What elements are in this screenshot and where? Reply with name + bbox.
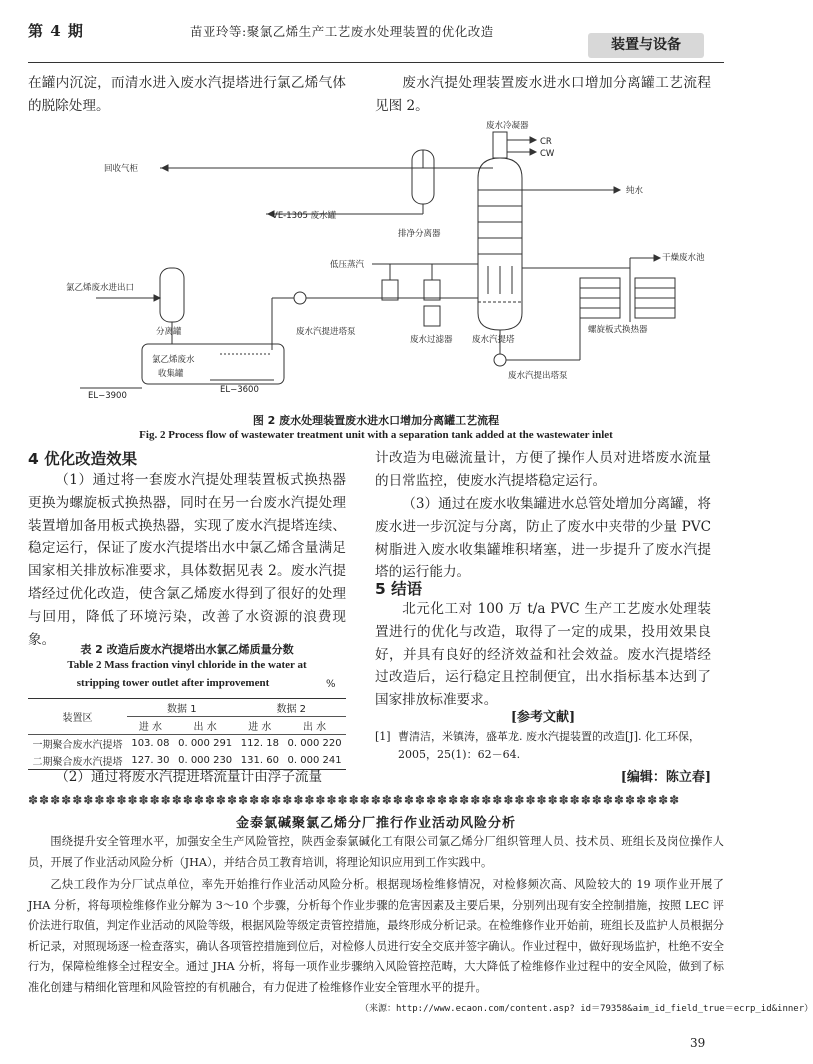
- header-rule: [28, 62, 724, 63]
- table-group-1: 数据 1: [127, 699, 236, 717]
- label-el3600: EL−3600: [220, 385, 259, 395]
- figure-caption-en: Fig. 2 Process flow of wastewater treatment unit with a separation tank added at the wastewater inlet: [139, 429, 613, 441]
- out-pump-symbol: [494, 354, 506, 366]
- table-group-2: 数据 2: [237, 699, 346, 717]
- table-caption-en-2: stripping tower outlet after improvement: [76, 677, 270, 689]
- table-cell: 131. 60: [240, 755, 279, 766]
- table-cell: 127. 30: [131, 755, 170, 766]
- table-col-inlet: 进 水: [248, 722, 272, 733]
- label-feed-pump: 废水汽提进塔泵: [296, 327, 356, 337]
- table-col-inlet: 进 水: [138, 722, 162, 733]
- reference-1-number: [1]: [375, 730, 391, 743]
- table-row: [28, 735, 346, 753]
- editor-note: [编辑：陈立春]: [620, 770, 711, 785]
- section-4-paragraph-2: （2）通过将废水汽提进塔流量计由浮子流量: [55, 769, 323, 785]
- cooler-unit: [493, 132, 536, 158]
- table-cell: 二期聚合废水汽提塔: [32, 757, 123, 768]
- running-title: 苗亚玲等:聚氯乙烯生产工艺废水处理装置的优化改造: [190, 24, 494, 39]
- label-spiral-hx: 螺旋板式换热器: [588, 325, 648, 335]
- label-separation-tank: 分离罐: [156, 327, 182, 337]
- label-exhaust-separator: 排净分离器: [398, 229, 441, 239]
- section-4-paragraph-3: （3）通过在废水收集罐进水总管处增加分离罐，将废水进一步沉淀与分离，防止了废水中夹带的少量 PVC 树脂进入废水收集罐堆积堵塞，进一步提升了废水汽提塔的运行能力。: [375, 496, 711, 581]
- table-cell: 0. 000 291: [178, 738, 233, 749]
- section-4-continuation: 计改造为电磁流量计，方便了操作人员对进塔废水流量的日常监控，使废水汽提塔稳定运行。: [375, 450, 711, 489]
- label-cr: CR: [540, 137, 552, 147]
- section-4-paragraph-1: （1）通过将一套废水汽提处理装置板式换热器更换为螺旋板式换热器，同时在另一台废水汽提处理装置增加备用板式换热器，实现了废水汽提塔连续、稳定运行，保证了废水汽提塔出水中氯乙烯含量满足国家相关排放标准要求，具体数据见表 2。废水汽提塔经过优化改造，使含氯乙烯废水得到了很好的处理与回用，降低了环境污染，改善了水资源的浪费现象。: [28, 472, 346, 648]
- news-paragraph-1: 围绕提升安全管理水平，加强安全生产风险管控，陕西金泰氯碱化工有限公司氯乙烯分厂组织管理人员、技术员、班组长及岗位操作人员，开展了作业活动风险分析（JHA），并结合员工教育培训，将理论知识应用到工作实践中。: [28, 835, 724, 869]
- table-col-outlet: 出 水: [303, 722, 327, 733]
- label-stripper: 废水汽提塔: [472, 335, 515, 345]
- label-out-pump: 废水汽提出塔泵: [508, 371, 568, 381]
- process-flow-diagram: [60, 118, 705, 401]
- intro-left-paragraph: 在罐内沉淀，而清水进入废水汽提塔进行氯乙烯气体的脱除处理。: [28, 75, 346, 114]
- table-cell: 103. 08: [131, 738, 170, 749]
- section-5-heading: 5 结语: [375, 580, 423, 598]
- page-number: 39: [690, 1036, 706, 1050]
- references-heading: [参考文献]: [510, 710, 576, 725]
- figure-caption-cn: 图 2 废水处理装置废水进水口增加分离罐工艺流程: [252, 414, 500, 427]
- section-4-heading: 4 优化改造效果: [28, 450, 138, 468]
- table-cell: 一期聚合废水汽提塔: [32, 740, 123, 751]
- label-el3900: EL−3900: [88, 391, 127, 401]
- stars-divider: ✽✽✽✽✽✽✽✽✽✽✽✽✽✽✽✽✽✽✽✽✽✽✽✽✽✽✽✽✽✽✽✽✽✽✽✽✽✽✽✽✽✽✽✽✽✽✽✽✽✽✽✽✽✽✽✽✽✽✽: [28, 793, 681, 807]
- label-pure-water: 纯水: [626, 186, 644, 196]
- label-recovery-tank: 回收气柜: [104, 164, 139, 174]
- section-5-paragraph: 北元化工对 100 万 t/a PVC 生产工艺废水处理装置进行的优化与改造，取得了一定的成果，投用效果良好，并具有良好的经济效益和社会效益。废水汽提塔经过改造后，运行稳定且控制便宜，出水指标基本达到了国家排放标准要求。: [375, 601, 711, 709]
- table-col-device: 装置区: [62, 713, 93, 724]
- separation-tank-vessel: [160, 268, 184, 322]
- news-paragraph-2: 乙炔工段作为分厂试点单位，率先开始推行作业活动风险分析。根据现场检维修情况，对检修频次高、风险较大的 19 项作业开展了 JHA 分析，将每项检维修作业分解为 3～10 个步骤，分析每个作业步骤的危害因素及主要后果，分别列出现有安全控制措施，按照 LEC 评价法进行取值，判定作业活动的风险等级，根据风险等级定责管控措施，最终形成分析记录。在检维修作业开始前，班组长及监护人员根据分析记录，对照现场逐一检查落实，确认各项管控措施到位后，对检修人员进行安全交底并签字确认。作业过程中，做好现场监护，杜绝不安全行为，保障检维修全过程安全。通过 JHA 分析，将每一项作业步骤纳入风险管控范畴，大大降低了检维修作业过程中的安全风险，做到了标准化创建与精细化管理和风险管控的有机融合，有力促进了检维修作业安全管理水平的提升。: [28, 878, 724, 994]
- label-inlet: 氯乙烯废水进出口: [66, 283, 135, 293]
- news-title: 金泰氯碱聚氯乙烯分厂推行作业活动风险分析: [235, 816, 516, 831]
- label-filter: 废水过滤器: [410, 335, 453, 345]
- issue-number: 第 4 期: [28, 22, 84, 40]
- stripper-column: [478, 158, 522, 330]
- exhaust-separator-vessel: [360, 150, 434, 214]
- feed-pump-symbol: [294, 292, 306, 304]
- reference-1: 曹清洁，米镇涛，盛革龙. 废水汽提装置的改造[J]. 化工环保，2005，25(1)：62－64.: [398, 730, 700, 761]
- label-collection-1: 氯乙烯废水: [152, 355, 195, 365]
- label-ve1305: VE-1305 废水罐: [272, 211, 337, 221]
- intro-right-paragraph: 废水汽提处理装置废水进水口增加分离罐工艺流程见图 2。: [375, 75, 711, 114]
- table-caption-cn: 表 2 改造后废水汽提塔出水氯乙烯质量分数: [80, 643, 294, 656]
- section-badge: 装置与设备: [588, 33, 704, 58]
- label-to-drying: 干燥废水池: [662, 253, 705, 263]
- filter-units: [382, 280, 440, 326]
- spiral-heat-exchanger: [580, 278, 675, 318]
- table-cell: 0. 000 220: [287, 738, 342, 749]
- label-lp-steam: 低压蒸汽: [330, 260, 365, 270]
- table-unit: %: [326, 679, 336, 690]
- label-collection-2: 收集罐: [158, 369, 184, 379]
- table-caption-en-1: Table 2 Mass fraction vinyl chloride in the water at: [67, 659, 307, 671]
- table-cell: 0. 000 241: [287, 755, 342, 766]
- news-source: （来源：http://www.ecaon.com/content.asp? id＝79358&aim_id_field_true＝ecrp_id&inner）: [360, 1004, 813, 1014]
- table-2: [28, 698, 346, 770]
- table-col-outlet: 出 水: [193, 722, 217, 733]
- table-cell: 112. 18: [240, 738, 279, 749]
- label-cw: CW: [540, 149, 555, 159]
- table-cell: 0. 000 230: [178, 755, 233, 766]
- label-cooler: 废水冷凝器: [486, 121, 529, 131]
